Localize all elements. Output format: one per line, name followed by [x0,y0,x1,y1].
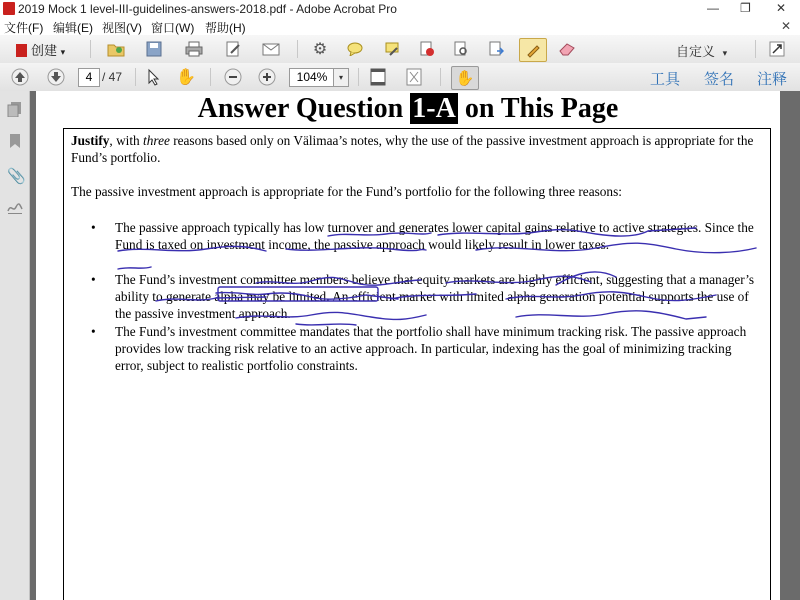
remove-pdf-icon[interactable] [417,39,437,59]
pencil-icon[interactable] [519,38,547,62]
page-total: / 47 [102,70,123,84]
document-close-button[interactable]: ✕ [781,19,792,33]
zoom-level-input[interactable]: 104% [289,68,335,87]
acrobat-icon [3,2,15,15]
question-text: Justify, with three reasons based only on Välimaa’s notes, why the use of the passive investment approach is appropriate for the Fund’s portfolio. [71,133,754,165]
menu-help[interactable]: 帮助(H) [205,21,246,35]
pdf-page [36,91,780,600]
document-viewer[interactable] [30,91,800,600]
export-pdf-icon[interactable] [486,39,506,59]
bullet-text-1: The passive approach typically has low turnover and generates lower capital gains relative to active strategies. Since the Fund is taxed on investment income, the passive approach would likely result in lower taxes. [115,220,754,252]
bullet: • [91,272,96,287]
eraser-icon[interactable] [557,39,577,59]
bullet-text-2: The Fund’s investment committee members believe that equity markets are highly efficient, suggesting that a manager’s ability to generate alpha may be limited. An efficient market with limited alpha generation potential supports the use of the passive investment approach. [115,272,755,321]
find-pdf-icon[interactable] [451,39,471,59]
tools-link[interactable]: 工具 [650,71,681,88]
previous-page-icon[interactable] [10,67,30,87]
navigation-pane [0,91,30,600]
menu-view[interactable]: 视图(V) [102,21,142,35]
pages-icon[interactable] [7,101,23,117]
open-folder-icon[interactable] [106,39,126,59]
highlight-note-icon[interactable] [382,39,402,59]
next-page-icon[interactable] [46,67,66,87]
menu-bar [0,18,800,35]
zoom-out-icon[interactable] [223,67,243,87]
create-icon [16,44,27,57]
main-toolbar [0,35,800,64]
bullet: • [91,220,96,235]
fit-page-icon[interactable] [368,67,388,87]
hand-mode-icon[interactable]: ✋ [451,66,479,90]
minimize-button[interactable]: — [707,1,719,15]
close-button[interactable]: ✕ [776,1,787,15]
menu-window[interactable]: 窗口(W) [151,21,195,35]
menu-edit[interactable]: 编辑(E) [53,21,93,35]
signature-icon[interactable] [7,199,23,215]
email-icon[interactable] [261,39,281,59]
navigation-toolbar [0,63,800,92]
bullet: • [91,324,96,339]
window-title: 2019 Mock 1 level-III-guidelines-answers-2018.pdf - Adobe Acrobat Pro [18,2,397,16]
maximize-button[interactable]: ❐ [740,1,751,15]
create-button[interactable]: 创建 ▾ [16,40,65,59]
zoom-in-icon[interactable] [257,67,277,87]
sign-link[interactable]: 签名 [704,71,735,88]
zoom-dropdown-button[interactable]: ▾ [333,68,349,87]
expand-icon[interactable] [767,39,787,59]
title-bar [0,0,800,18]
print-icon[interactable] [184,39,204,59]
hand-tool-icon[interactable]: ✋ [176,69,196,86]
comment-link[interactable]: 注释 [757,71,788,88]
heading-highlight: 1-A [412,93,456,124]
gear-icon[interactable]: ⚙ [312,41,328,58]
page-number-input[interactable]: 4 [78,68,100,87]
menu-file[interactable]: 文件(F) [4,21,44,35]
save-icon[interactable] [144,39,164,59]
bookmark-icon[interactable] [7,133,23,149]
customize-dropdown[interactable]: 自定义 ▾ [676,44,728,59]
comment-icon[interactable] [345,39,365,59]
answer-intro: The passive investment approach is appropriate for the Fund’s portfolio for the following three reasons: [71,184,622,199]
bullet-text-3: The Fund’s investment committee mandates that the portfolio shall have minimum tracking risk. The passive approach provides low tracking risk relative to an active approach. In particular, indexing has the goal of minimizing tracking error, subject to realistic portfolio constraints. [115,324,747,373]
page-heading: Answer Question 1-A on This Page [197,93,619,124]
fullscreen-icon[interactable] [404,67,424,87]
answer-box [63,128,771,600]
attachment-icon[interactable]: 📎 [7,168,26,185]
edit-icon[interactable] [223,39,243,59]
select-cursor-icon[interactable] [143,67,163,87]
